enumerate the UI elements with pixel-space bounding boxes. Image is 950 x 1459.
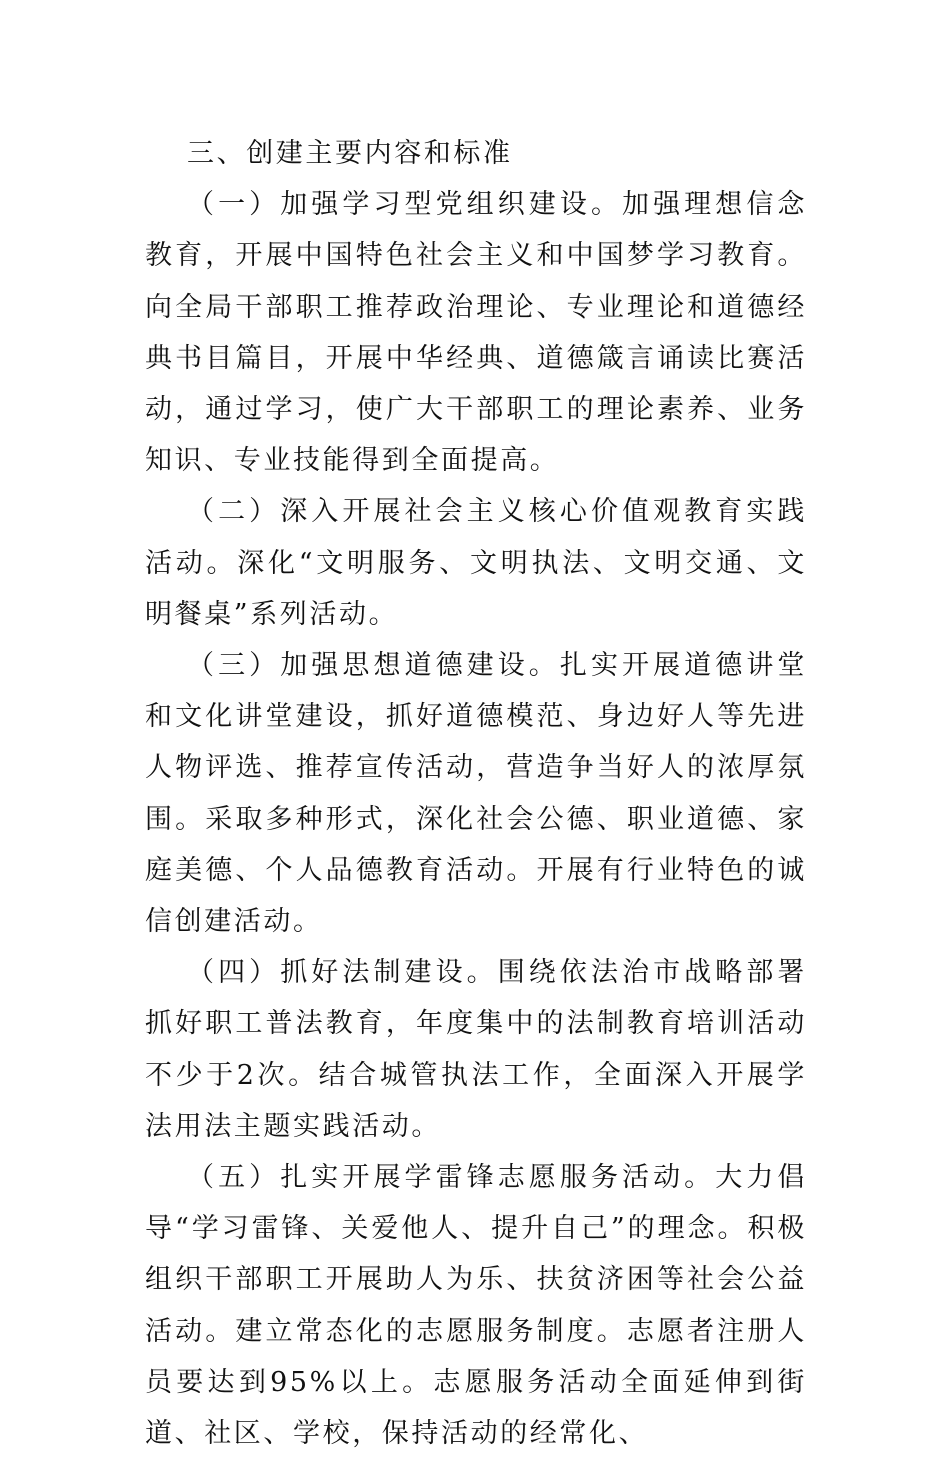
- document-body: [145, 128, 807, 1459]
- paragraph-4: （四）抓好法制建设。围绕依法治市战略部署抓好职工普法教育，年度集中的法制教育培训活动不少于2次。结合城管执法工作，全面深入开展学法用法主题实践活动。: [145, 957, 807, 1142]
- paragraph-3: （三）加强思想道德建设。扎实开展道德讲堂和文化讲堂建设，抓好道德模范、身边好人等先进人物评选、推荐宣传活动，营造争当好人的浓厚氛围。采取多种形式，深化社会公德、职业道德、家庭美德、个人品德教育活动。开展有行业特色的诚信创建活动。: [145, 650, 807, 938]
- paragraph-5: （五）扎实开展学雷锋志愿服务活动。大力倡导“学习雷锋、关爱他人、提升自己”的理念。积极组织干部职工开展助人为乐、扶贫济困等社会公益活动。建立常态化的志愿服务制度。志愿者注册人员要达到95%以上。志愿服务活动全面延伸到街道、社区、学校，保持活动的经常化、: [145, 1162, 807, 1450]
- section-heading: 三、创建主要内容和标准: [187, 138, 513, 169]
- paragraph-1: （一）加强学习型党组织建设。加强理想信念教育，开展中国特色社会主义和中国梦学习教育。向全局干部职工推荐政治理论、专业理论和道德经典书目篇目，开展中华经典、道德箴言诵读比赛活动，通过学习，使广大干部职工的理论素养、业务知识、专业技能得到全面提高。: [145, 189, 807, 477]
- paragraph-2: （二）深入开展社会主义核心价值观教育实践活动。深化“文明服务、文明执法、文明交通、文明餐桌”系列活动。: [145, 496, 807, 630]
